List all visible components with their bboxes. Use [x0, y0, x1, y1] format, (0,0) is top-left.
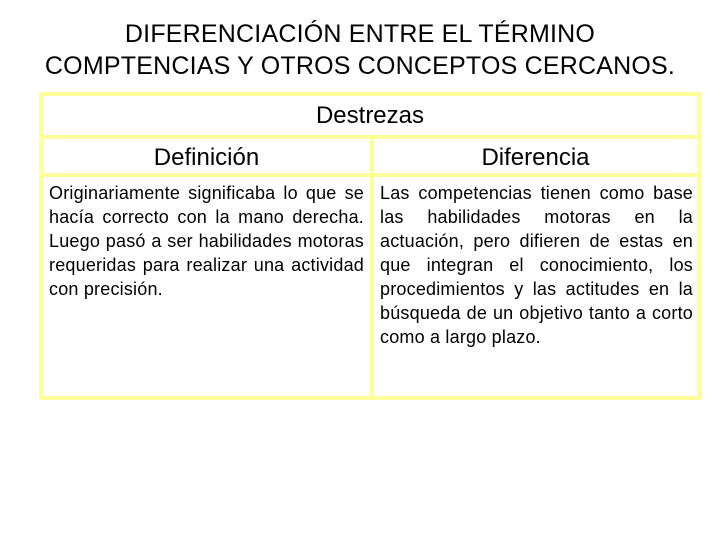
definicion-cell: Originariamente significaba lo que se hacía correcto con la mano derecha. Luego pasó a ser habilidades motoras requeridas para realizar una actividad con precisión.: [43, 177, 370, 396]
title-line-1: DIFERENCIACIÓN ENTRE EL TÉRMINO: [124, 20, 596, 48]
column-header-diferencia: Diferencia: [374, 139, 697, 173]
title-line-2: COMPTENCIAS Y OTROS CONCEPTOS CERCANOS.: [44, 52, 676, 80]
column-header-definicion: Definición: [43, 139, 370, 173]
table-header: Destrezas: [43, 96, 697, 135]
page-title: [0, 18, 720, 82]
diferencia-cell: Las competencias tienen como base las habilidades motoras en la actuación, pero difieren de estas en que integran el conocimiento, los procedimientos y las actitudes en la búsqueda de un objetivo tanto a corto como a largo plazo.: [374, 177, 697, 396]
comparison-table: [39, 92, 701, 400]
